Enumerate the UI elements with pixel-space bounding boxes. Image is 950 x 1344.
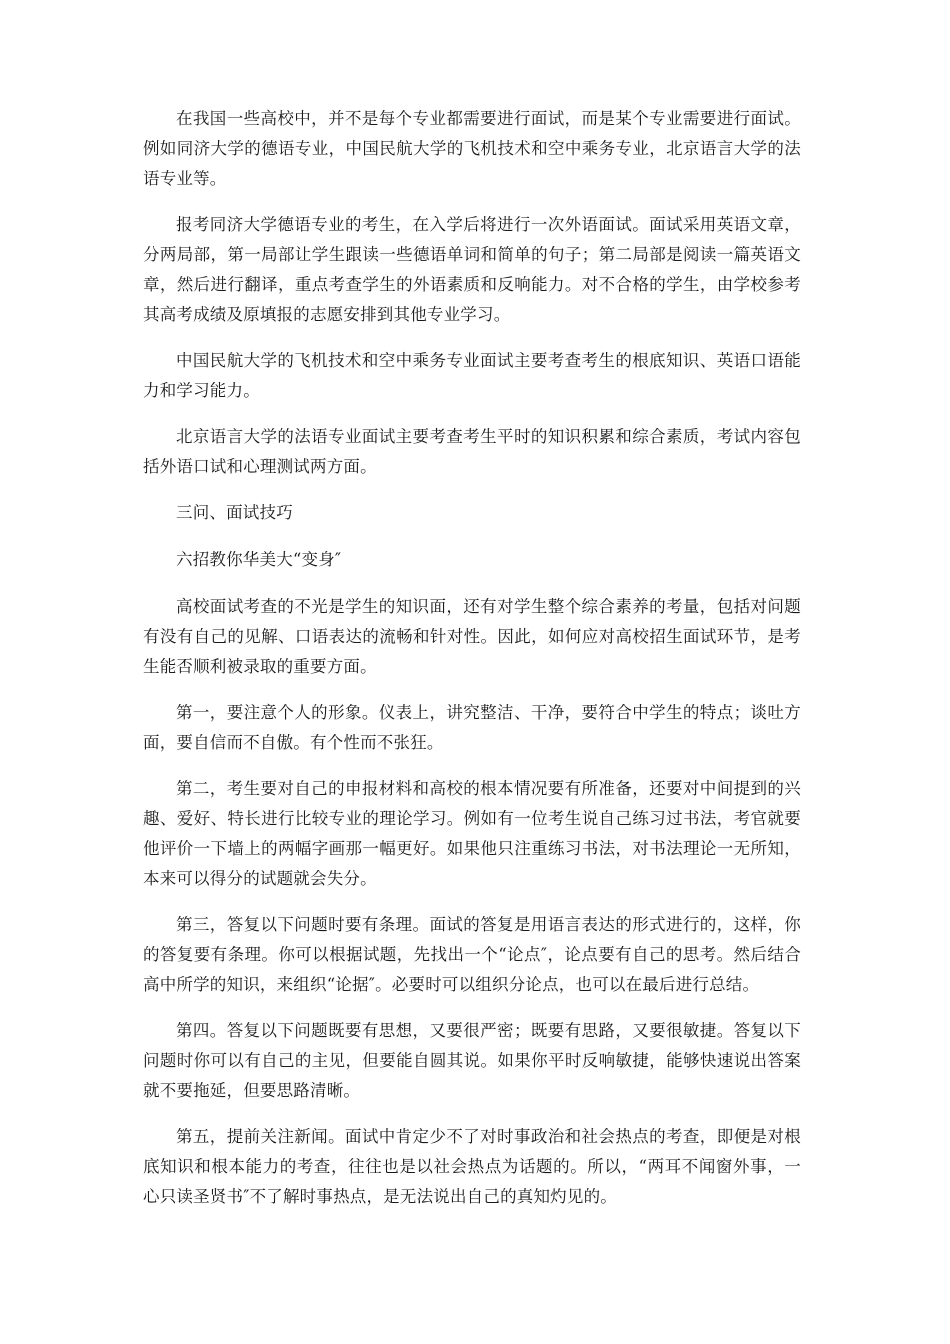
paragraph-tip-1: 第一，要注意个人的形象。仪表上，讲究整洁、干净，要符合中学生的特点；谈吐方面，要自信而不自傲。有个性而不张狂。 <box>143 703 801 752</box>
paragraph-tip-5: 第五，提前关注新闻。面试中肯定少不了对时事政治和社会热点的考查，即便是对根底知识和根本能力的考查，往往也是以社会热点为话题的。所以，“两耳不闻窗外事，一心只读圣贤书″不了解时事热点，是无法说出自己的真知灼见的。 <box>143 1127 801 1206</box>
paragraph-tip-3: 第三，答复以下问题时要有条理。面试的答复是用语言表达的形式进行的，这样，你的答复要有条理。你可以根据试题，先找出一个“论点″，论点要有自己的思考。然后结合高中所学的知识，来组织“论据″。必要时可以组织分论点，也可以在最后进行总结。 <box>143 915 801 994</box>
paragraph-tongji: 报考同济大学德语专业的考生，在入学后将进行一次外语面试。面试采用英语文章，分两局部，第一局部让学生跟读一些德语单词和简单的句子；第二局部是阅读一篇英语文章，然后进行翻译，重点考查学生的外语素质和反响能力。对不合格的学生，由学校参考其高考成绩及原填报的志愿安排到其他专业学习。 <box>143 215 801 324</box>
paragraph-tip-2: 第二，考生要对自己的申报材料和高校的根本情况要有所准备，还要对中间提到的兴趣、爱好、特长进行比较专业的理论学习。例如有一位考生说自己练习过书法，考官就要他评价一下墙上的两幅字画那一幅更好。如果他只注重练习书法，对书法理论一无所知，本来可以得分的试题就会失分。 <box>143 779 801 888</box>
paragraph-civil-aviation: 中国民航大学的飞机技术和空中乘务专业面试主要考查考生的根底知识、英语口语能力和学习能力。 <box>143 351 801 400</box>
section-heading: 三问、面试技巧 <box>176 503 293 522</box>
paragraph-overview: 高校面试考查的不光是学生的知识面，还有对学生整个综合素养的考量，包括对问题有没有自己的见解、口语表达的流畅和针对性。因此，如何应对高校招生面试环节，是考生能否顺利被录取的重要方面。 <box>143 597 801 676</box>
subheading: 六招教你华美大“变身″ <box>176 550 342 569</box>
paragraph-blcu: 北京语言大学的法语专业面试主要考查考生平时的知识积累和综合素质，考试内容包括外语口试和心理测试两方面。 <box>143 427 801 476</box>
paragraph-intro: 在我国一些高校中，并不是每个专业都需要进行面试，而是某个专业需要进行面试。例如同济大学的德语专业，中国民航大学的飞机技术和空中乘务专业，北京语言大学的法语专业等。 <box>143 109 801 188</box>
paragraph-tip-4: 第四。答复以下问题既要有思想，又要很严密；既要有思路，又要很敏捷。答复以下问题时你可以有自己的主见，但要能自圆其说。如果你平时反响敏捷，能够快速说出答案就不要拖延，但要思路清晰。 <box>143 1021 801 1100</box>
document-body <box>143 104 801 1228</box>
